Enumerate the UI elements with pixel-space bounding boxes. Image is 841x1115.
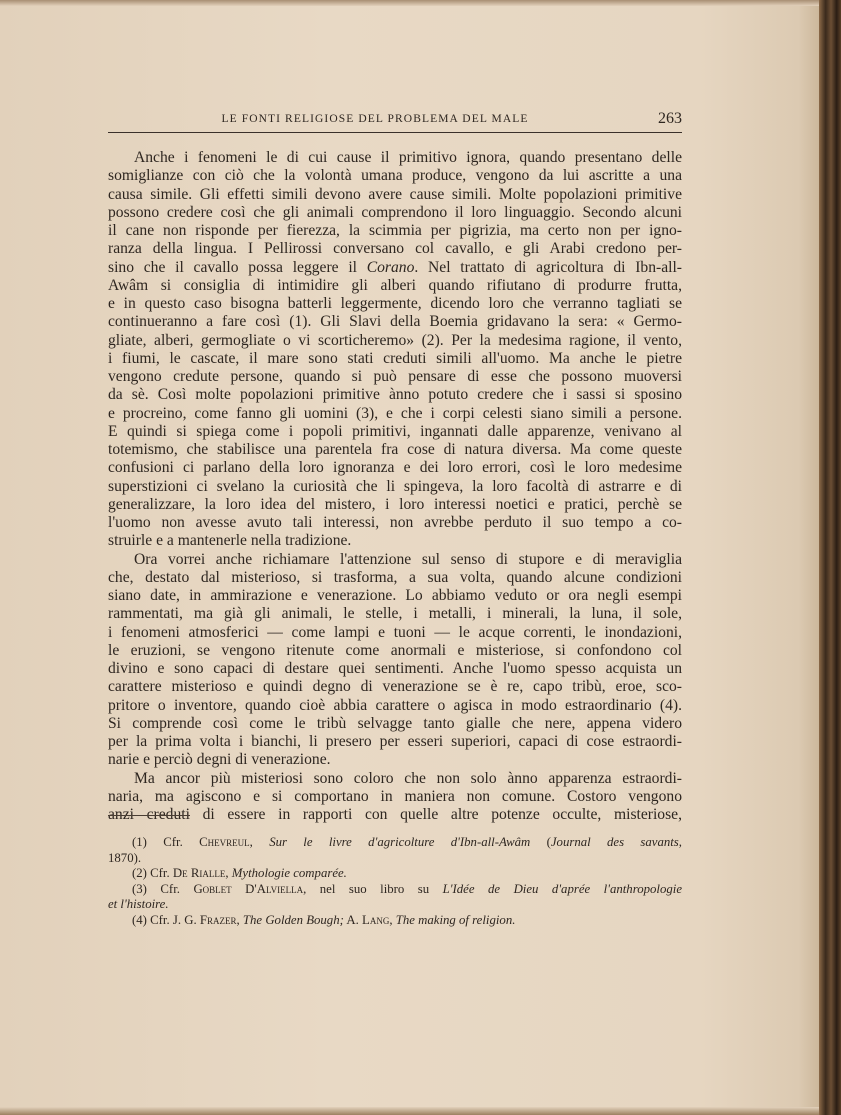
text-line bbox=[108, 240, 682, 258]
italic-text: L'Idée de Dieu d'aprée l'anthropologie bbox=[442, 881, 682, 896]
text-line bbox=[108, 277, 682, 295]
text-run: , bbox=[389, 912, 396, 927]
text-line bbox=[108, 313, 682, 331]
text-run: l'uomo non avesse avuto tali interessi, non avrebbe perduto il suo tempo a co- bbox=[108, 514, 682, 531]
author-name: Frazer bbox=[199, 912, 237, 927]
text-line bbox=[108, 259, 682, 277]
page-number: 263 bbox=[658, 110, 682, 127]
text-run: causa simile. Gli effetti simili devono avere cause simili. Molte popolazioni primitive bbox=[108, 185, 682, 203]
text-run: generalizzare, la loro idea del mistero, i loro interessi noetici e pratici, perchè se bbox=[108, 495, 682, 513]
text-line bbox=[108, 532, 682, 550]
text-line bbox=[108, 587, 682, 605]
text-line bbox=[108, 678, 682, 696]
author-name: De Rialle bbox=[172, 866, 226, 881]
text-run: , bbox=[225, 866, 232, 881]
text-run: e procreino, come fanno gli uomini (3), e che i corpi celesti siano simili a persone. bbox=[108, 404, 682, 422]
footnote-divider bbox=[108, 815, 190, 816]
text-line bbox=[108, 204, 682, 222]
running-title: LE FONTI RELIGIOSE DEL PROBLEMA DEL MALE bbox=[221, 113, 529, 125]
text-line bbox=[108, 715, 682, 733]
text-run: superstizioni ci svelano la curiosità che li spingeva, la loro facoltà di astrarre e di bbox=[108, 477, 682, 495]
text-line bbox=[108, 660, 682, 678]
text-run: confusioni ci parlano della loro ignoranza e dei loro errori, così le loro medesime bbox=[108, 459, 682, 477]
text-run: 1870). bbox=[108, 850, 142, 865]
text-run: (1) Cfr. bbox=[132, 835, 200, 849]
text-run: , nel suo libro su bbox=[303, 881, 443, 896]
text-run: (2) Cfr. bbox=[132, 866, 173, 881]
text-line bbox=[108, 423, 682, 441]
footnote-line bbox=[108, 882, 682, 898]
text-run: Awâm si consiglia di intimidire gli alberi quando rifiutano di produrre frutta, bbox=[108, 276, 682, 294]
text-run: e in questo caso bisogna batterli leggermente, dicendo loro che verranno tagliati se bbox=[108, 295, 682, 312]
text-line bbox=[108, 605, 682, 623]
footnote-line bbox=[108, 897, 682, 913]
text-run: rammentati, ma già gli animali, le stelle, i metalli, i minerali, la luna, il sole, bbox=[108, 605, 682, 623]
text-run: ranza della lingua. I Pellirossi conversano col cavallo, e gli Arabi credono per- bbox=[108, 240, 682, 258]
text-run: anzi creduti di essere in rapporti con quelle altre potenze occulte, misteriose, bbox=[108, 806, 682, 823]
italic-text: Corano bbox=[366, 258, 415, 276]
text-line bbox=[108, 697, 682, 715]
text-line bbox=[108, 295, 682, 313]
text-line bbox=[108, 186, 682, 204]
text-line bbox=[108, 459, 682, 477]
text-line bbox=[108, 496, 682, 514]
text-run: , bbox=[236, 912, 243, 927]
text-run: somiglianze con ciò che la volontà umana produce, vengono da lui ascritte a una bbox=[108, 167, 682, 185]
text-line bbox=[108, 368, 682, 386]
text-line bbox=[108, 514, 682, 532]
text-line bbox=[108, 569, 682, 587]
text-run: gliate, alberi, germogliate o vi scorticheremo» (2). Per la medesima ragione, il vento, bbox=[108, 331, 682, 349]
text-run: Ma ancor più misteriosi sono coloro che non solo ànno apparenza estraordi- bbox=[134, 769, 682, 787]
body-text bbox=[108, 149, 682, 824]
text-run: possono credere così che gli animali comprendono il loro linguaggio. Secondo alcuni bbox=[108, 203, 682, 221]
text-run: struirle e a mantenerle nella tradizione. bbox=[108, 532, 352, 550]
text-line bbox=[108, 441, 682, 459]
text-run: Si comprende così come le tribù selvagge tanto gialle che nere, appena videro bbox=[108, 714, 682, 732]
text-line bbox=[108, 222, 682, 240]
text-line bbox=[108, 642, 682, 660]
text-run: , bbox=[678, 835, 682, 849]
text-run: continueranno a fare così (1). Gli Slavi della Boemia gridavano la sera: « Germo- bbox=[108, 313, 682, 331]
text-run: il cane non risponde per fierezza, la scimmia per pigrizia, ma certo non per igno- bbox=[108, 222, 682, 239]
text-run: . Nel trattato di agricoltura di Ibn-all- bbox=[414, 258, 682, 276]
text-run: i fenomeni atmosferici — come lampi e tuoni — le acque correnti, le inondazioni, bbox=[108, 623, 682, 641]
text-run: Anche i fenomeni le di cui cause il primitivo ignora, quando presentano delle bbox=[134, 149, 682, 166]
text-line bbox=[108, 386, 682, 404]
text-line bbox=[108, 624, 682, 642]
italic-text: The Golden Bough; bbox=[242, 912, 344, 927]
footnote-line bbox=[108, 913, 682, 929]
italic-text: Mythologie comparée. bbox=[231, 866, 347, 881]
text-line bbox=[108, 770, 682, 788]
text-run: (4) Cfr. J. G. bbox=[132, 912, 200, 927]
text-run: Ora vorrei anche richiamare l'attenzione sul senso di stupore e di meraviglia bbox=[134, 550, 682, 568]
page-bottom-edge bbox=[0, 1107, 823, 1115]
text-run: siano date, in ammirazione e venerazione. Lo abbiamo veduto or ora negli esempi bbox=[108, 587, 682, 604]
author-name: Lang bbox=[362, 912, 390, 927]
book-binding-edge bbox=[819, 0, 841, 1115]
text-run: pritore o inventore, quando cioè abbia carattere o agisca in modo estraordinario (4). bbox=[108, 696, 682, 714]
text-run: (3) Cfr. bbox=[132, 881, 194, 896]
text-line bbox=[108, 806, 682, 824]
italic-text: et l'histoire. bbox=[108, 897, 169, 912]
text-run: da sè. Così molte popolazioni primitive ànno potuto credere che i sassi si sposino bbox=[108, 386, 682, 404]
footnote-line bbox=[108, 866, 682, 882]
text-run: narie e perciò degni di venerazione. bbox=[108, 751, 331, 769]
footnote-line bbox=[108, 851, 682, 867]
text-run: divino e sono capaci di destare quei sentimenti. Anche l'uomo spesso acquista un bbox=[108, 660, 682, 677]
text-run: vengono credute persone, quando si può pensare di esse che possono muoversi bbox=[108, 368, 682, 385]
text-line bbox=[108, 788, 682, 806]
text-run: carattere misterioso e quindi degno di venerazione se è re, capo tribù, eroe, sco- bbox=[108, 678, 682, 696]
page-top-edge bbox=[0, 0, 823, 6]
text-line bbox=[108, 751, 682, 769]
text-run: totemismo, che stabilisce una parentela fra cose di natura diversa. Ma come queste bbox=[108, 441, 682, 458]
text-run: E quindi si spiega come i popoli primitivi, ingannati dalle apparenze, venivano al bbox=[108, 422, 682, 440]
text-line bbox=[108, 167, 682, 185]
text-line bbox=[108, 149, 682, 167]
text-line bbox=[108, 405, 682, 423]
running-header bbox=[108, 110, 682, 133]
text-line bbox=[108, 350, 682, 368]
footnotes bbox=[108, 835, 682, 929]
text-run: , bbox=[249, 835, 270, 849]
text-line bbox=[108, 551, 682, 569]
text-run: che, destato dal misterioso, si trasforma, a sua volta, quando alcune condizioni bbox=[108, 568, 682, 586]
author-name: Chevreul bbox=[199, 835, 250, 849]
text-run: per la prima volta i bianchi, li presero per esseri superiori, capaci di cose estraordi- bbox=[108, 733, 682, 750]
text-line bbox=[108, 478, 682, 496]
italic-text: Journal des savants bbox=[550, 835, 679, 849]
text-line bbox=[108, 332, 682, 350]
text-run: sino che il cavallo possa leggere il bbox=[108, 258, 367, 276]
footnote-line bbox=[108, 835, 682, 851]
text-run: i fiumi, le cascate, il mare sono stati creduti simili all'uomo. Ma anche le pietre bbox=[108, 349, 682, 367]
text-run: ( bbox=[530, 835, 551, 849]
text-run: le eruzioni, se vengono ritenute come anormali e misteriose, si confondono col bbox=[108, 641, 682, 659]
italic-text: The making of religion. bbox=[395, 912, 516, 927]
text-run: naria, ma agiscono e si comportano in maniera non comune. Costoro vengono bbox=[108, 787, 682, 805]
italic-text: Sur le livre d'agricolture d'Ibn-all-Awâm bbox=[269, 835, 531, 849]
text-run: A. bbox=[343, 912, 363, 927]
author-name: Goblet D'Alviella bbox=[193, 881, 304, 896]
text-line bbox=[108, 733, 682, 751]
